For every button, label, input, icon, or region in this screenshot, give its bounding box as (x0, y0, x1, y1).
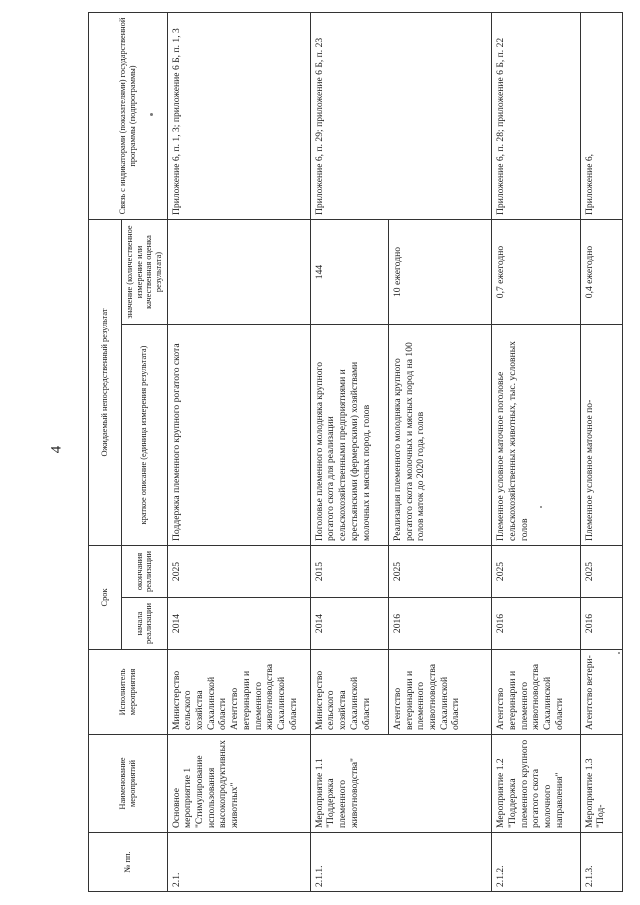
row-num: 2.1. (167, 833, 310, 892)
header-term-start: начала реализации (122, 598, 168, 650)
row-start: 2014 (310, 598, 388, 650)
row-num: 2.1.1. (310, 833, 491, 892)
row-name: Мероприятие 1.2 "Поддержка племенного крупного рогатого скота молочного направления" (492, 735, 581, 833)
row-end: 2025 (492, 546, 581, 598)
row-num: 2.1.2. (492, 833, 581, 892)
page-number: 4 (48, 445, 65, 454)
row-link: Приложение 6, п. 28; приложение 6 Б, п. 22 (492, 13, 581, 220)
table-row (167, 13, 310, 892)
row-desc: Поддержка племенного крупного рогатого скота (167, 325, 310, 546)
row-desc: Реализация племенного молодняка крупного рогатого скота молочных и мясных пород на 100 голов маток до 2020 года, голов (388, 325, 491, 546)
row-name: Мероприятие 1.1 "Поддержка племенного животноводства" (310, 735, 491, 833)
header-result-value: значение (количественное измерение или качественная оценка результата) (122, 220, 168, 325)
scan-speck (540, 506, 542, 508)
row-end: 2015 (310, 546, 388, 598)
row-start: 2016 (388, 598, 491, 650)
row-start: 2014 (167, 598, 310, 650)
scan-speck (618, 652, 620, 654)
scan-speck (150, 113, 153, 116)
row-executor: Агентство ветеринарии и племенного животноводства Сахалинской области (388, 650, 491, 735)
header-name: Наименование мероприятий (89, 735, 168, 833)
row-value: 0,7 ежегодно (492, 220, 581, 325)
rotated-page (88, 13, 623, 892)
row-desc: Племенное условное маточное по- (580, 325, 622, 546)
row-num: 2.1.3. (580, 833, 622, 892)
row-link: Приложение 6, п. 1, 3; приложение 6 Б, п. 1, 3 (167, 13, 310, 220)
row-end: 2025 (167, 546, 310, 598)
row-link: Приложение 6, п. 29; приложение 6 Б, п. 23 (310, 13, 491, 220)
row-desc: Племенное условное маточное поголовье сельскохозяйственных животных, тыс. условных голов (492, 325, 581, 546)
table-row (580, 13, 622, 892)
row-value: 0,4 ежегодно (580, 220, 622, 325)
header-result: Ожидаемый непосредственный результат (89, 220, 122, 546)
row-executor: Министерство сельского хозяйства Сахалинской области (310, 650, 388, 735)
header-link: Связь с индикаторами (показателями) государственной программы (подпрограммы) (89, 13, 168, 220)
row-end: 2025 (580, 546, 622, 598)
measures-table (88, 12, 623, 892)
row-executor: Агентство ветери- (580, 650, 622, 735)
table-row (310, 13, 388, 892)
row-start: 2016 (492, 598, 581, 650)
table-row (492, 13, 581, 892)
row-value: 144 (310, 220, 388, 325)
header-num: № пп. (89, 833, 168, 892)
row-name: Основное мероприятие 1 "Стимулирование использования высокопродуктивных животных" (167, 735, 310, 833)
row-end: 2025 (388, 546, 491, 598)
row-executor: Министерство сельского хозяйства Сахалинской области Агентство ветеринарии и племенного животноводства Сахалинской области (167, 650, 310, 735)
row-executor: Агентство ветеринарии и племенного животноводства Сахалинской области (492, 650, 581, 735)
row-name: Мероприятие 1.3 "Под- (580, 735, 622, 833)
header-term-end: окончания реализации (122, 546, 168, 598)
row-desc: Поголовье племенного молодняка крупного рогатого скота для реализации сельскохозяйственными предприятиями и крестьянскими (фермерскими) хозяйствами молочных и мясных пород, голов (310, 325, 388, 546)
row-link: Приложение 6, (580, 13, 622, 220)
row-value (167, 220, 310, 325)
header-result-desc: краткое описание (единица измерения результата) (122, 325, 168, 546)
row-start: 2016 (580, 598, 622, 650)
header-row-1 (89, 13, 122, 892)
header-executor: Исполнитель мероприятия (89, 650, 168, 735)
header-term: Срок (89, 546, 122, 650)
row-value: 10 ежегодно (388, 220, 491, 325)
